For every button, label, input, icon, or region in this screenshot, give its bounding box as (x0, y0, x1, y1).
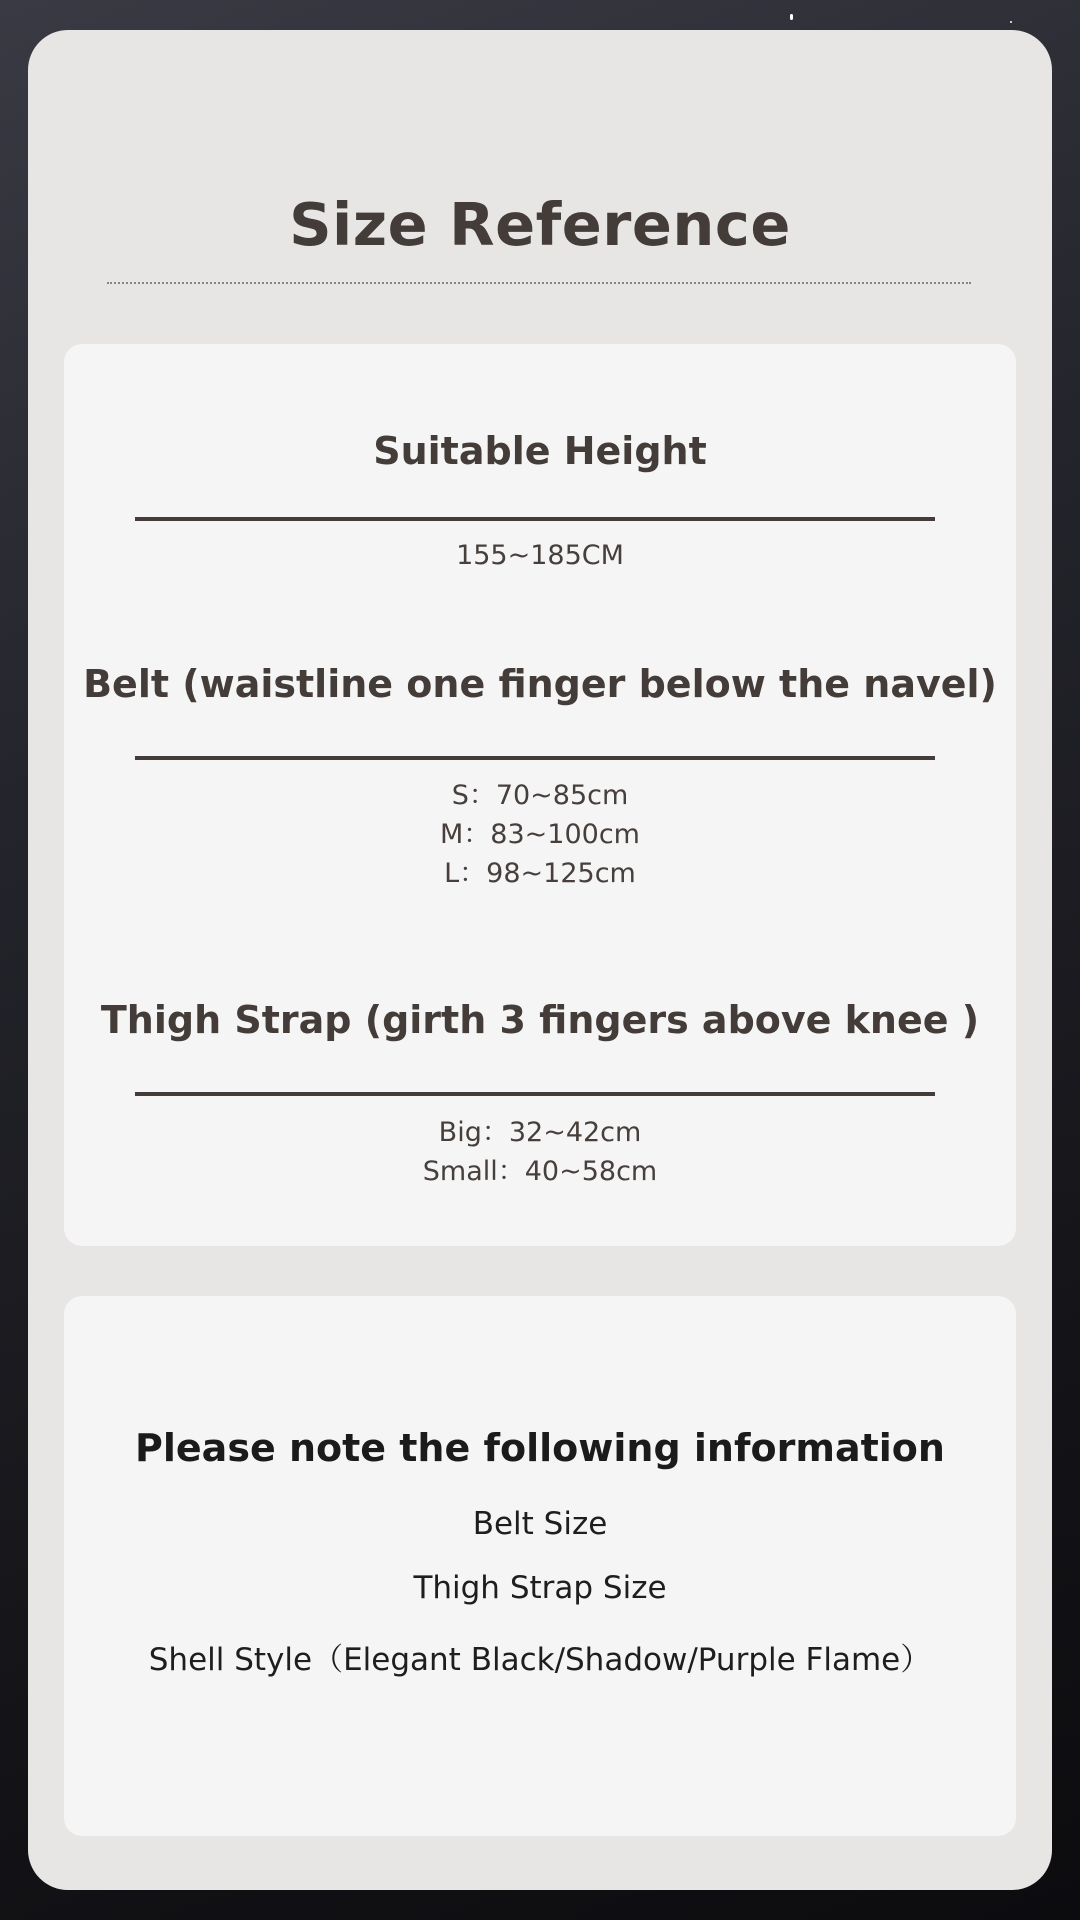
size-line: Small：40~58cm (422, 1156, 658, 1187)
section-values-height (64, 536, 1016, 575)
size-line: S：70~85cm (451, 780, 629, 811)
size-line: L：98~125cm (444, 858, 636, 889)
section-divider (135, 1092, 935, 1096)
size-card (64, 344, 1016, 1246)
note-card (64, 1296, 1016, 1836)
title-divider (107, 282, 971, 284)
background-sparkle (1010, 21, 1012, 23)
section-divider (135, 756, 935, 760)
section-heading-height: Suitable Height (373, 429, 707, 473)
section-divider (135, 517, 935, 521)
note-item-belt-size: Belt Size (472, 1506, 608, 1542)
note-heading: Please note the following information (135, 1426, 945, 1470)
size-line: M：83~100cm (440, 819, 640, 850)
size-line: 155~185CM (456, 540, 624, 571)
size-reference-panel (28, 30, 1052, 1890)
note-item-thigh-strap-size: Thigh Strap Size (413, 1570, 667, 1606)
note-item-shell-style: Shell Style（Elegant Black/Shadow/Purple Flame） (148, 1642, 932, 1678)
page-title: Size Reference (289, 190, 791, 259)
section-values-thigh-strap (64, 1113, 1016, 1191)
section-heading-belt: Belt (waistline one finger below the navel) (83, 662, 997, 706)
background-sparkle (790, 14, 793, 20)
section-values-belt (64, 776, 1016, 893)
size-line: Big：32~42cm (438, 1117, 642, 1148)
section-heading-thigh-strap: Thigh Strap (girth 3 fingers above knee ) (100, 998, 980, 1042)
